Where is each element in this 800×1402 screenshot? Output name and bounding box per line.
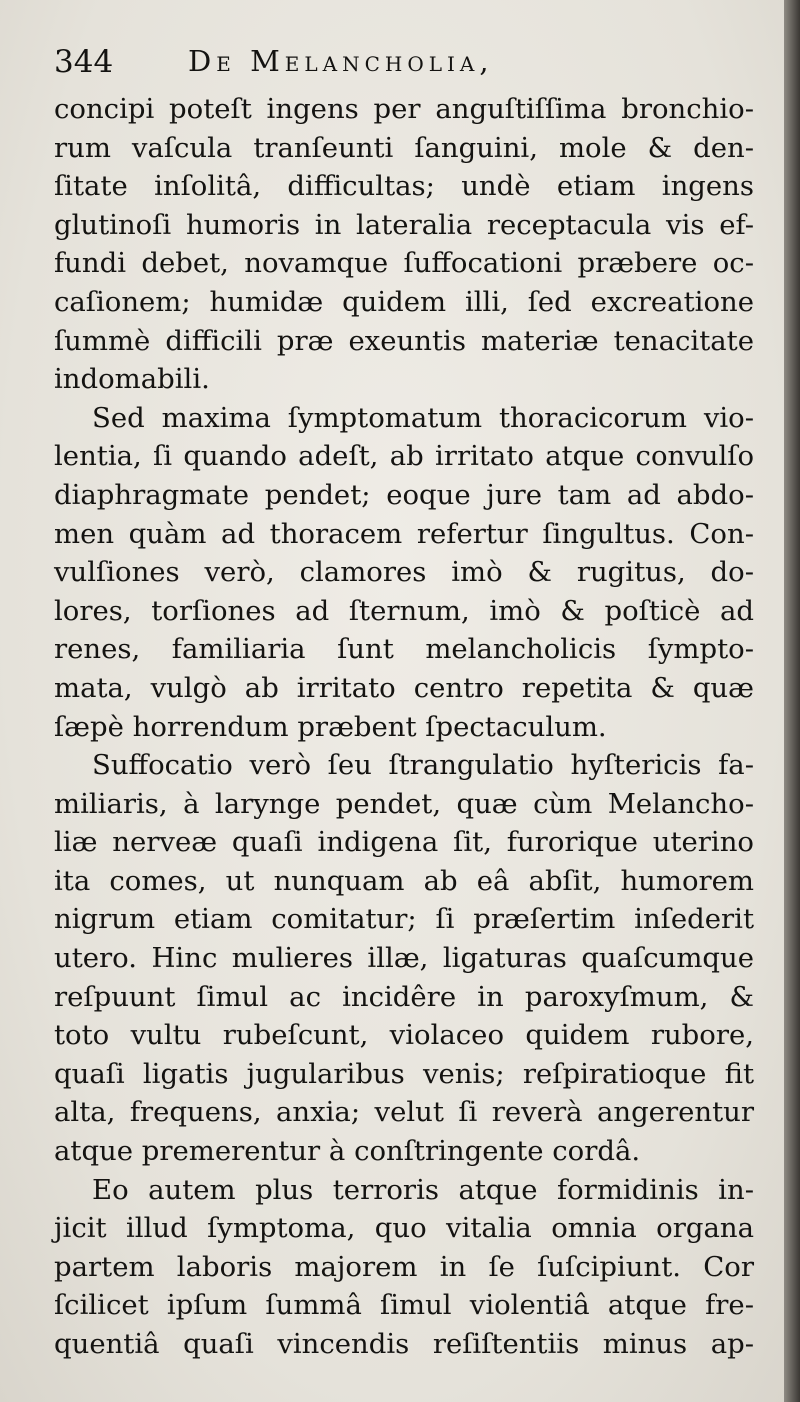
running-head: De Melancholia, bbox=[188, 44, 494, 78]
text-line: alta, frequens, anxia; velut ſi reverà angerentur bbox=[54, 1096, 754, 1129]
page-number: 344 bbox=[54, 44, 114, 80]
text-line: reſpuunt ſimul ac incidêre in paroxyſmum, & bbox=[54, 980, 754, 1013]
text-line: quentiâ quaſi vincendis reſiſtentiis minus ap- bbox=[54, 1328, 754, 1360]
body-text bbox=[54, 90, 754, 1364]
text-line: jicit illud ſymptoma, quo vitalia omnia organa bbox=[54, 1212, 754, 1245]
text-line: men quàm ad thoracem refertur ſingultus. Con- bbox=[54, 517, 754, 550]
text-line: quaſi ligatis jugularibus venis; reſpiratioque fit bbox=[54, 1057, 754, 1090]
text-line-paragraph-end: ſæpè horrendum præbent ſpectaculum. bbox=[54, 710, 607, 743]
paragraph-first-line: Suffocatio verò ſeu ſtrangulatio hyſtericis fa- bbox=[92, 749, 754, 782]
text-line: toto vultu rubeſcunt, violaceo quidem rubore, bbox=[54, 1019, 754, 1052]
text-line: ſcilicet ipſum ſummâ ſimul violentiâ atque fre- bbox=[54, 1289, 754, 1322]
paragraph-first-line: Eo autem plus terroris atque formidinis in- bbox=[92, 1173, 754, 1206]
text-line: lentia, ſi quando adeſt, ab irritato atque convulſo bbox=[54, 440, 754, 473]
text-line: lores, torſiones ad ſternum, imò & poſticè ad bbox=[54, 594, 754, 627]
text-line: concipi poteſt ingens per anguſtiſſima bronchio- bbox=[54, 93, 754, 125]
text-line: renes, familiaria ſunt melancholicis ſympto- bbox=[54, 633, 754, 666]
text-line: ita comes, ut nunquam ab eâ abſit, humorem bbox=[54, 864, 754, 897]
text-line: mata, vulgò ab irritato centro repetita & quæ bbox=[54, 671, 754, 704]
text-line-paragraph-end: atque premerentur à conſtringente cordâ. bbox=[54, 1135, 641, 1168]
page-edge-shadow bbox=[784, 0, 800, 1402]
text-line: fundi debet, novamque ſuffocationi præbere oc- bbox=[54, 247, 754, 280]
text-line: liæ nerveæ quaſi indigena ſit, furorique uterino bbox=[54, 826, 754, 859]
text-line: ſitate inſolitâ, difficultas; undè etiam ingens bbox=[54, 170, 754, 203]
page-header bbox=[54, 44, 754, 90]
text-line: miliaris, à larynge pendet, quæ cùm Melancho- bbox=[54, 787, 754, 820]
text-line: rum vaſcula tranſeunti ſanguini, mole & den- bbox=[54, 131, 754, 164]
text-line: glutinoſi humoris in lateralia receptacula vis ef- bbox=[54, 208, 754, 241]
text-line: partem laboris majorem in ſe ſuſcipiunt. Cor bbox=[54, 1250, 754, 1283]
text-line-paragraph-end: indomabili. bbox=[54, 363, 210, 396]
paragraph-first-line: Sed maxima ſymptomatum thoracicorum vio- bbox=[92, 401, 754, 434]
text-line: utero. Hinc mulieres illæ, ligaturas quaſcumque bbox=[54, 942, 754, 975]
text-line: ſummè difficili præ exeuntis materiæ tenacitate bbox=[54, 324, 754, 357]
text-line: vulſiones verò, clamores imò & rugitus, do- bbox=[54, 556, 754, 589]
text-line: diaphragmate pendet; eoque jure tam ad abdo- bbox=[54, 478, 754, 511]
text-line: nigrum etiam comitatur; ſi præſertim inſederit bbox=[54, 903, 754, 936]
text-line: caſionem; humidæ quidem illi, ſed excreatione bbox=[54, 285, 754, 318]
